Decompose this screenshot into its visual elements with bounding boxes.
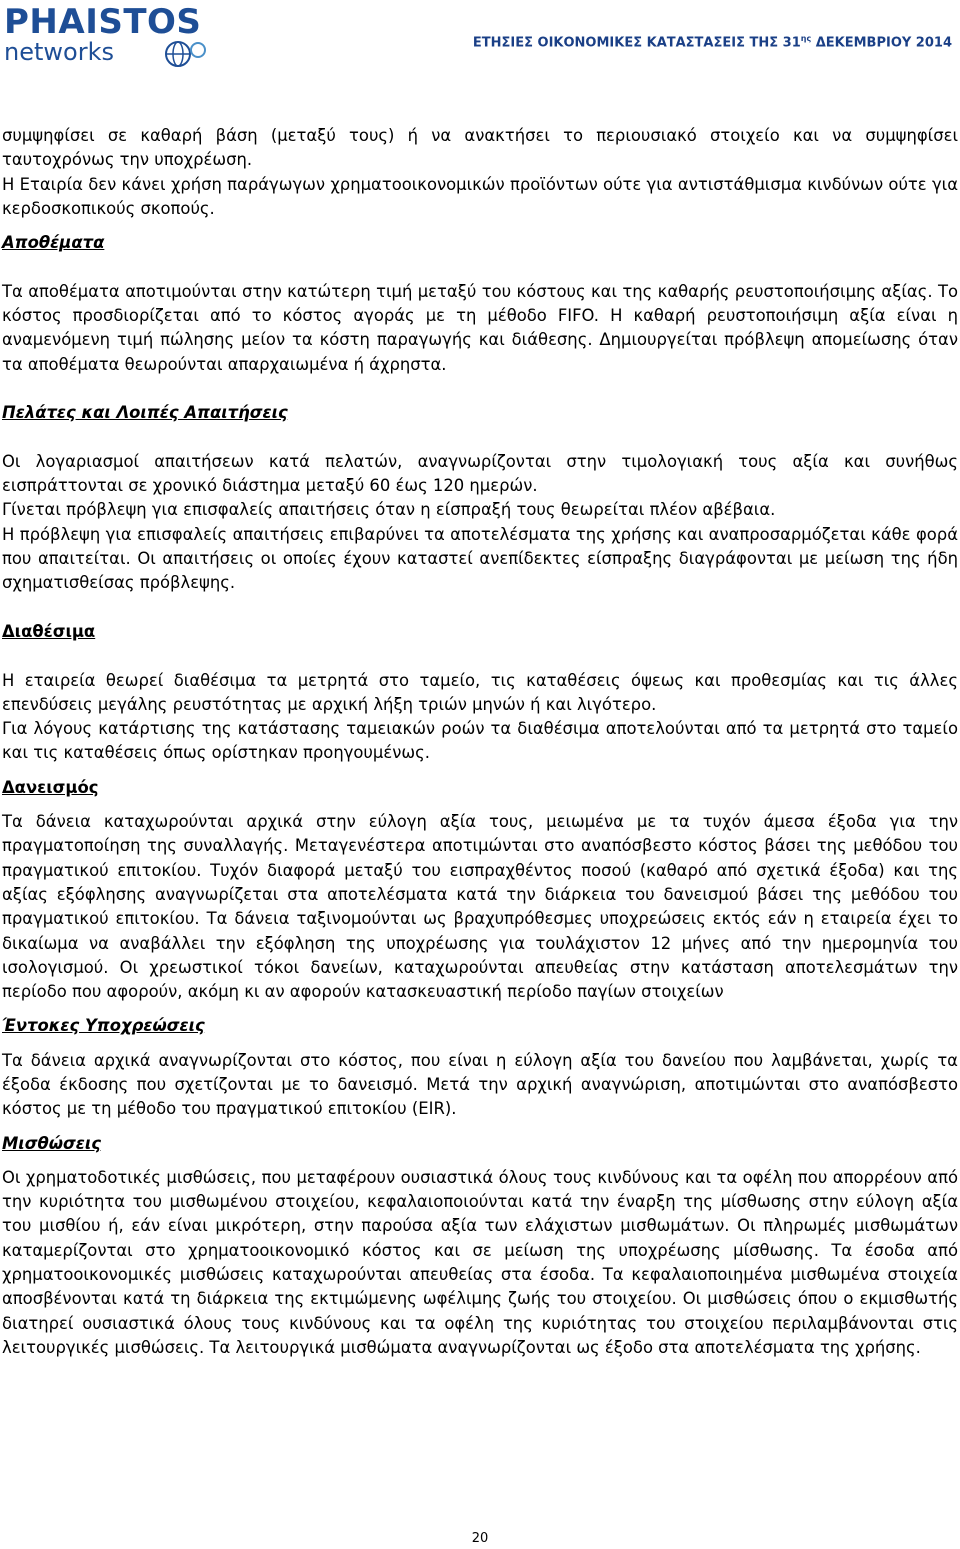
globe-icon xyxy=(164,40,208,68)
company-logo xyxy=(4,4,219,70)
inventory-heading: Αποθέματα xyxy=(2,233,105,253)
leases-paragraph: Οι χρηματοδοτικές μισθώσεις, που μεταφέρουν ουσιαστικά όλους τους κινδύνους και τα οφέλη που απορρέουν από την κυριότητα του μισθωμένου στοιχείου, κεφαλαιοποιούνται κατά την έναρξη της μίσθωσης στην εύλογη αξία του μισθίου ή, εάν είναι μικρότερη, στην παρούσα αξία των ελάχιστων μισθωμάτων. Οι πληρωμές μισθωμάτων καταμερίζονται στο χρηματοοικονομικό κόστος και σε μείωση της υποχρέωσης μίσθωσης. Τα έσοδα από χρηματοοικονομικές μισθώσεις καταχωρούνται απευθείας στα έσοδα. Τα κεφαλαιοποιημένα μισθωμένα στοιχεία αποσβένονται κατά τη διάρκεια της εκτιμώμενης ωφέλιμης ζωής του στοιχείου. Οι μισθώσεις όπου ο εκμισθωτής διατηρεί ουσιαστικά όλους τους κινδύνους και τα οφέλη της κυριότητας του στοιχείου περιλαμβάνονται στις λειτουργικές μισθώσεις. Τα λειτουργικά μισθώματα αναγνωρίζονται ως έξοδο στα αποτελέσματα της χρήσης. xyxy=(2,1167,958,1357)
cash-paragraph-1: Η εταιρεία θεωρεί διαθέσιμα τα μετρητά στο ταμείο, τις καταθέσεις όψεως και προθεσμίας και τις άλλες επενδύσεις μεγάλης ρευστότητας με αρχική λήξη τριών μηνών ή και λιγότερο. xyxy=(2,670,958,714)
receivables-paragraph-1: Οι λογαριασμοί απαιτήσεων κατά πελατών, αναγνωρίζονται στην τιμολογιακή τους αξία και συνήθως εισπράττονται σε χρονικό διάστημα μεταξύ 60 έως 120 ημερών. xyxy=(2,451,958,496)
document-body xyxy=(2,124,958,1360)
report-title: ΕΤΗΣΙΕΣ ΟΙΚΟΝΟΜΙΚΕΣ ΚΑΤΑΣΤΑΣΕΙΣ ΤΗΣ $31^{\eta\varsigma}$ ΔΕΚΕΜΒΡΙΟΥ 2014 xyxy=(472,34,952,51)
intro-paragraph-1: συμψηφίσει σε καθαρή βάση (μεταξύ τους) ή να ανακτήσει το περιουσιακό στοιχείο και να συμψηφίσει ταυτοχρόνως την υποχρέωση. xyxy=(2,126,958,170)
borrowing-heading: Δανεισμός xyxy=(2,777,99,797)
cash-paragraph-2: Για λόγους κατάρτισης της κατάστασης ταμειακών ροών τα διαθέσιμα αποτελούνται από τα μετρητά στο ταμείο και τις καταθέσεις όπως ορίστηκαν προηγουμένως. xyxy=(2,719,958,763)
cash-heading: Διαθέσιμα xyxy=(2,621,96,641)
receivables-heading: Πελάτες και Λοιπές Απαιτήσεις xyxy=(2,403,288,423)
leases-heading: Μισθώσεις xyxy=(2,1133,101,1153)
page-number: 20 xyxy=(471,1531,489,1546)
logo-subtitle: networks xyxy=(4,38,114,66)
interest-bearing-paragraph: Τα δάνεια αρχικά αναγνωρίζονται στο κόστος, που είναι η εύλογη αξία του δανείου που λαμβάνεται, χωρίς τα έξοδα έκδοσης που σχετίζονται με το δανεισμό. Μετά την αρχική αναγνώριση, αποτιμώνται στο αναπόσβεστο κόστος με τη μέθοδο του πραγματικού επιτοκίου (EIR). xyxy=(2,1050,958,1119)
receivables-paragraph-3: Η πρόβλεψη για επισφαλείς απαιτήσεις επιβαρύνει τα αποτελέσματα της χρήσης και αναπροσαρμόζεται κάθε φορά που απαιτείται. Οι απαιτήσεις οι οποίες έχουν καταστεί ανεπίδεκτες είσπραξης διαγράφονται με μείωση της ήδη σχηματισθείσας πρόβλεψης. xyxy=(2,524,958,593)
page-header xyxy=(0,0,960,80)
intro-paragraph-2: Η Εταιρία δεν κάνει χρήση παράγωγων χρηματοοικονομικών προϊόντων ούτε για αντιστάθμισμα κινδύνων ούτε για κερδοσκοπικούς σκοπούς. xyxy=(2,174,958,218)
logo-wordmark: PHAISTOS xyxy=(4,2,202,42)
interest-bearing-heading: Έντοκες Υποχρεώσεις xyxy=(2,1016,205,1036)
borrowing-paragraph: Τα δάνεια καταχωρούνται αρχικά στην εύλογη αξία τους, μειωμένα με τα τυχόν άμεσα έξοδα για την πραγματοποίηση της συναλλαγής. Μεταγενέστερα αποτιμώνται στο αναπόσβεστο κόστος βάσει της μεθόδου του πραγματικού επιτοκίου. Τυχόν διαφορά μεταξύ του εισπραχθέντος ποσού (καθαρό από σχετικά έξοδα) και της αξίας εξόφλησης αναγνωρίζεται στα αποτελέσματα κατά την διάρκεια του δανεισμού βάσει της μεθόδου του πραγματικού επιτοκίου. Τα δάνεια ταξινομούνται ως βραχυπρόθεσμες υποχρεώσεις εκτός εάν η εταιρεία έχει το δικαίωμα να αναβάλλει την εξόφληση της υποχρέωσης για τουλάχιστον 12 μήνες από την ημερομηνία του ισολογισμού. Οι χρεωστικοί τόκοι δανείων, καταχωρούνται απευθείας στην κατάσταση αποτελεσμάτων την περίοδο που αφορούν, ακόμη κι αν αφορούν κατασκευαστική περίοδο παγίων στοιχείων xyxy=(2,812,958,1002)
receivables-paragraph-2: Γίνεται πρόβλεψη για επισφαλείς απαιτήσεις όταν η είσπραξή τους θεωρείται πλέον αβέβαια. xyxy=(2,500,776,520)
inventory-paragraph: Τα αποθέματα αποτιμούνται στην κατώτερη τιμή μεταξύ του κόστους και της καθαρής ρευστοποιήσιμης αξίας. Το κόστος προσδιορίζεται από το κόστος αγοράς με τη μέθοδο FIFO. Η καθαρή ρευστοποιήσιμη αξία είναι η αναμενόμενη τιμή πώλησης μείον τα κόστη παραγωγής και διάθεσης. Δημιουργείται πρόβλεψη απομείωσης όταν τα αποθέματα θεωρούνται απαρχαιωμένα ή άχρηστα. xyxy=(2,281,958,374)
